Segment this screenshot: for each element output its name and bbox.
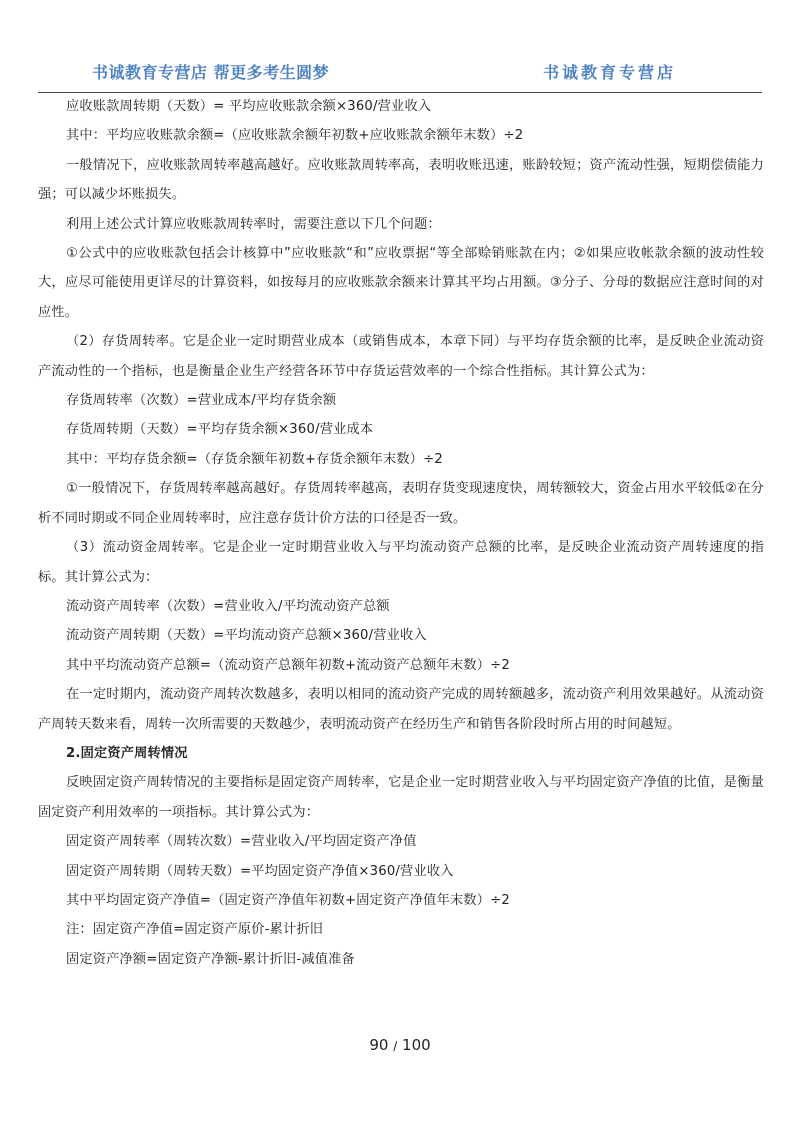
note-line: 固定资产净额=固定资产净额-累计折旧-减值准备 <box>66 951 355 967</box>
page-number <box>0 1036 800 1054</box>
section-heading: 2.固定资产周转情况 <box>66 745 188 761</box>
formula-line: 存货周转率（次数）=营业成本/平均存货余额 <box>66 393 337 409</box>
total-pages: 100 <box>402 1036 431 1054</box>
formula-line: 流动资产周转期（天数）=平均流动资产总额×360/营业收入 <box>66 628 427 644</box>
paragraph: 一般情况下，应收账款周转率越高越好。应收账款周转率高，表明收账迅速，账龄较短；资产流动性强，短期偿债能力强；可以减少坏账损失。 <box>38 157 764 203</box>
paragraph: （3）流动资金周转率。它是企业一定时期营业收入与平均流动资产总额的比率，是反映企业流动资产周转速度的指标。其计算公式为： <box>38 540 764 585</box>
header-store-slogan: 书诚教育专营店 帮更多考生圆梦 <box>92 63 330 82</box>
formula-line: 其中平均固定资产净值=（固定资产净值年初数+固定资产净值年末数）÷2 <box>66 892 510 908</box>
page-header <box>38 52 762 93</box>
formula-line: 存货周转期（天数）=平均存货余额×360/营业成本 <box>66 422 374 438</box>
paragraph: ①一般情况下，存货周转率越高越好。存货周转率越高，表明存货变现速度快，周转额较大，资金占用水平较低②在分析不同时期或不同企业周转率时，应注意存货计价方法的口径是否一致。 <box>38 481 764 526</box>
header-store-name: 书诚教育专营店 <box>543 63 677 82</box>
paragraph: ①公式中的应收账款包括会计核算中”应收账款“和”应收票据“等全部赊销账款在内；②如果应收帐款余额的波动性较大，应尽可能使用更详尽的计算资料，如按每月的应收账款余额来计算其平均占用额。③分子、分母的数据应注意时间的对应性。 <box>38 246 764 320</box>
current-page: 90 <box>369 1036 389 1054</box>
paragraph: 利用上述公式计算应收账款周转率时，需要注意以下几个问题： <box>66 216 441 232</box>
formula-line: 其中：平均存货余额=（存货余额年初数+存货余额年末数）÷2 <box>66 451 444 467</box>
formula-line: 固定资产周转期（周转天数）=平均固定资产净值×360/营业收入 <box>66 863 454 879</box>
paragraph: 应收账款周转期（天数）= 平均应收账款余额×360/营业收入 <box>66 99 432 114</box>
paragraph: 在一定时期内，流动资产周转次数越多，表明以相同的流动资产完成的周转额越多，流动资产利用效果越好。从流动资产周转天数来看，周转一次所需要的天数越少，表明流动资产在经历生产和销售各阶段时所占用的时间越短。 <box>38 687 764 732</box>
formula-line: 其中平均流动资产总额=（流动资产总额年初数+流动资产总额年末数）÷2 <box>66 657 510 673</box>
note-line: 注：固定资产净值=固定资产原价-累计折旧 <box>66 922 324 938</box>
document-body <box>38 92 764 974</box>
paragraph: 反映固定资产周转情况的主要指标是固定资产周转率，它是企业一定时期营业收入与平均固定资产净值的比值，是衡量固定资产利用效率的一项指标。其计算公式为： <box>38 775 764 820</box>
page-separator: / <box>393 1039 398 1053</box>
formula-line: 固定资产周转率（周转次数）=营业收入/平均固定资产净值 <box>66 834 417 850</box>
paragraph: （2）存货周转率。它是企业一定时期营业成本（或销售成本，本章下同）与平均存货余额的比率，是反映企业流动资产流动性的一个指标，也是衡量企业生产经营各环节中存货运营效率的一个综合性指标。其计算公式为： <box>38 334 764 379</box>
formula-line: 流动资产周转率（次数）=营业收入/平均流动资产总额 <box>66 598 390 614</box>
paragraph: 其中：平均应收账款余额=（应收账款余额年初数+应收账款余额年末数）÷2 <box>66 128 524 144</box>
